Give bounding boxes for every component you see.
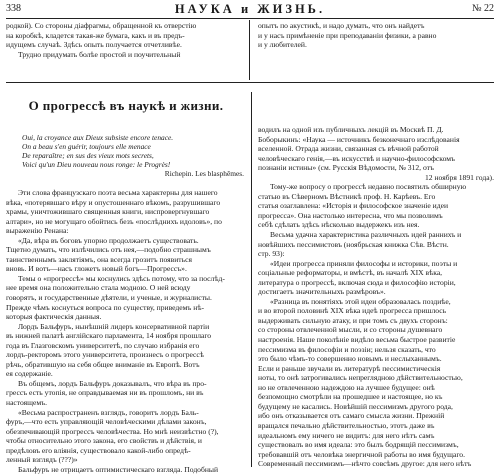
text-line: Эти слова французскаго поэта весьма характерны для нашего — [18, 188, 218, 197]
text-line: года въ Глазговскомъ университетѣ, по случаю избранія его — [6, 340, 200, 350]
text-line: таинственнымъ заклятіямъ, она всегда грозитъ появиться — [6, 254, 192, 264]
text-line: ноты, то онѣ затрогивались непреглядною дѣйствительностью, — [258, 373, 463, 383]
text-line: идеальномъ ему ничего не видитъ: для него нѣтъ самъ — [258, 430, 435, 440]
text-line: выраженію Ренана: — [6, 226, 69, 236]
text-line: рѣчь, обратившую на себя общее вниманіе въ Европѣ. Вотъ — [6, 359, 200, 369]
text-line: грессъ есть утопія, не оправдываемая ни въ прошломъ, ни въ — [6, 388, 204, 398]
text-line: существовалъ во имя идеала: это былъ бодрящій пессимизмъ, — [258, 440, 459, 450]
text-line: «Разница въ понятіяхъ этой идеи образовалась поздиѣе, — [270, 296, 451, 306]
text-line: познаніи истины» (см. Русскія Вѣдомости, № 312, отъ — [258, 163, 434, 173]
text-line: фуръ,—что есть управляющій человѣческими дѣлами законъ, — [6, 417, 207, 427]
top-right-column — [258, 21, 494, 50]
text-line: новѣйшихъ пессимистовъ (ноябрьская книжка Сѣв. Вѣстн. — [258, 239, 449, 249]
text-line: это было чѣмъ-то совершенно новымъ и неслыханнымъ. — [258, 354, 442, 364]
text-line: Тому-же вопросу о прогрессѣ недавно посвятилъ обширную — [270, 182, 467, 192]
text-line: прогресса». Она настолько интересна, что мы позволимъ — [258, 210, 443, 220]
text-line: говорятъ, и государственные дѣятели, и ученые, и журналисты. — [6, 293, 212, 303]
text-line: идущемъ случаѣ. Здѣсь опыть получается отчетливѣе. — [6, 40, 182, 50]
text-line: Въ общемъ, лордъ Бальфуръ доказывалъ, что вѣра въ про- — [18, 378, 207, 388]
text-line: стр. 93): — [258, 249, 285, 259]
issue-number: № 22 — [471, 3, 494, 14]
text-line: со стороны отвлеченной мысли, и со стороны душевнаго — [258, 325, 443, 335]
text-line: обезпечивающій прогрессъ человѣчества. Но мнѣ неизвѣстно (?), — [6, 426, 219, 436]
epigraph-line: De reparaître; en sus des vieux mots secrets, — [22, 150, 154, 160]
text-line: нее время она положительно стала модною. О ней всюду — [6, 283, 191, 293]
text-line: Современный пессимизмъ—нѣчто совсѣмъ другое: для него нѣтъ — [258, 459, 472, 469]
text-line: Лордъ Бальфуръ, нынѣшній лидеръ консервативной партіи — [18, 321, 210, 331]
epigraph — [22, 134, 244, 179]
text-line: вращался печально дѣйствительностью, этотъ даже въ — [258, 420, 435, 430]
text-line: Прежде чѣмъ коснуться вопроса по существу, приведемъ нѣ- — [6, 302, 204, 312]
text-line: вселенной. Отрада жизни, связанная съ вѣчной работой — [258, 144, 439, 154]
text-line: храмы, уничтожившаго священныя книги, ниспровергнувшаго — [6, 207, 210, 217]
section-rule — [6, 82, 494, 83]
text-line: ея содержаніе. — [6, 369, 53, 379]
text-line: «Идеи прогресса приняли философы и историки, поэты и — [270, 258, 458, 268]
epigraph-source: Richepin. Les blasphêmes. — [164, 168, 244, 178]
text-line: и у насъ примѣненіе при преподаваніи физики, а равно — [258, 30, 437, 40]
epigraph-line: Voici qu'un Dieu nouveau nous ronge: le Progrès! — [22, 159, 171, 169]
text-line: Если и раньше звучали въ литературѣ пессимистическія — [258, 363, 441, 373]
text-line: будущему не касались. Новѣйшій пессимизмъ другого рода, — [258, 401, 453, 411]
text-line: вѣка, «потерявшаго вѣру и опустошеннаго вѣкомъ, разрушившаго — [6, 197, 221, 207]
text-line: «Да, вѣра въ боговъ упорно продолжаетъ существовать. — [18, 235, 199, 245]
header-rule — [6, 18, 494, 19]
text-line: Темы о «прогрессѣ» мы коснулись здѣсь потому, что за послѣд- — [18, 273, 225, 283]
text-line: которыя фактическія данныя. — [6, 312, 102, 322]
text-line: Бальфуръ не отрицаетъ оптимистическаго взгляда. Подобный — [18, 464, 219, 474]
text-line: Трудно придумать болѣе простой и поучительный — [18, 49, 181, 59]
text-line: водилъ на одной изъ публичныхъ лекцій въ Москвѣ П. Д. — [258, 125, 444, 134]
text-line: себѣ сдѣлать здѣсь нѣсколько выдержекъ изъ нея. — [258, 220, 420, 230]
text-line: чтобы относительно этого закона, его свойствъ и дѣйствія, и — [6, 436, 202, 446]
text-line: «Весьма распространенъ взглядъ, говоритъ лордъ Баль- — [18, 407, 199, 417]
text-line: опытъ по акустикѣ, и надо думать, что онъ найдетъ — [258, 21, 425, 30]
text-line: настоящемъ. — [6, 398, 48, 408]
text-line: ибо онъ отказывается отъ самаго смысла жизни. Прежній — [258, 411, 445, 421]
text-line: и у любителей. — [258, 40, 307, 50]
top-left-column — [6, 21, 239, 59]
epigraph-line: On a beau s'en guérir, toujours elle menace — [22, 141, 151, 151]
text-line: настроенія. Наше поколѣніе видѣло весьма быстрое развитіе — [258, 335, 456, 345]
text-line: безпомощно смотрѣли на прошедшее и настоящее, но къ — [258, 392, 443, 402]
text-line: лордъ-ректоромъ этого университета, произнесъ о прогрессѣ — [6, 350, 204, 360]
article-title: О прогрессѣ въ наукѣ и жизни. — [28, 98, 224, 113]
text-line: литература о прогрессѣ, включая сюда и философію исторіи, — [258, 277, 456, 287]
text-line: Боборыкинъ: «Наука — источникъ безконечнаго изслѣдованія — [258, 134, 460, 144]
text-line: въ нижней палатѣ англійскаго парламента, 14 ноября прошлаго — [6, 331, 212, 341]
page-header — [6, 2, 494, 18]
text-line: на коробкѣ, кладется такая-же бумага, какъ и въ предъ- — [6, 30, 185, 40]
article-left-column — [6, 188, 246, 474]
text-line: статья озаглавлена: «Исторія и философское значеніе идеи — [258, 201, 449, 211]
top-column-divider — [249, 20, 250, 80]
text-line: Тщетно думать, что излѣчились отъ нея,—подобно страшнымъ — [6, 245, 211, 255]
text-line: требовавшій отъ человѣка энергичной работы во имя будущаго. — [258, 449, 466, 459]
text-line: вновь. И вотъ—насъ гложетъ новый богъ—Прогрессъ». — [6, 264, 187, 274]
text-line: предѣловъ его вліянія, существовало какой-либо опредѣ- — [6, 445, 191, 455]
text-line: алтари», но не могущаго обойтись безъ «послѣднихъ идоловъ», по — [6, 216, 222, 226]
text-line: пессимизма въ философіи и поэзіи; нельзя сказать, что — [258, 344, 436, 354]
text-line: достигаетъ значительныхъ размѣровъ». — [258, 287, 386, 297]
text-line: статью въ Сѣверномъ Вѣстникѣ проф. Н. Карѣевъ. Его — [258, 191, 436, 201]
text-line: соціальные реформаторы, и вмѣстѣ, въ началѣ XIX вѣка, — [258, 268, 443, 278]
text-line: родкой). Со стороны діафрагмы, обращенной къ отверстію — [6, 21, 197, 30]
text-line: но не отвлеченною надеждою на лучшее будущее: онѣ — [258, 382, 435, 392]
text-line: человѣческаго генія,—въ искусствѣ и научно-философскомъ — [258, 153, 455, 163]
article-column-divider — [251, 92, 252, 467]
text-line: 12 ноября 1891 года). — [424, 172, 494, 182]
text-line: и во второй половинѣ XIX вѣка идеѣ прогресса пришлось — [258, 306, 447, 316]
journal-title: НАУКА и ЖИЗНЬ. — [174, 2, 326, 16]
text-line: Весьма удачна характеристика различныхъ идей раннихъ и — [270, 230, 462, 240]
epigraph-line: Oui, la croyance aux Dieux subsiste encore tenace. — [22, 133, 174, 142]
text-line: выдерживать сильную атаку, и при томъ съ двухъ сторонъ: — [258, 315, 448, 325]
page-number: 338 — [6, 3, 21, 14]
text-line: ленный взглядъ (???)» — [6, 455, 78, 465]
article-right-column — [258, 125, 494, 469]
